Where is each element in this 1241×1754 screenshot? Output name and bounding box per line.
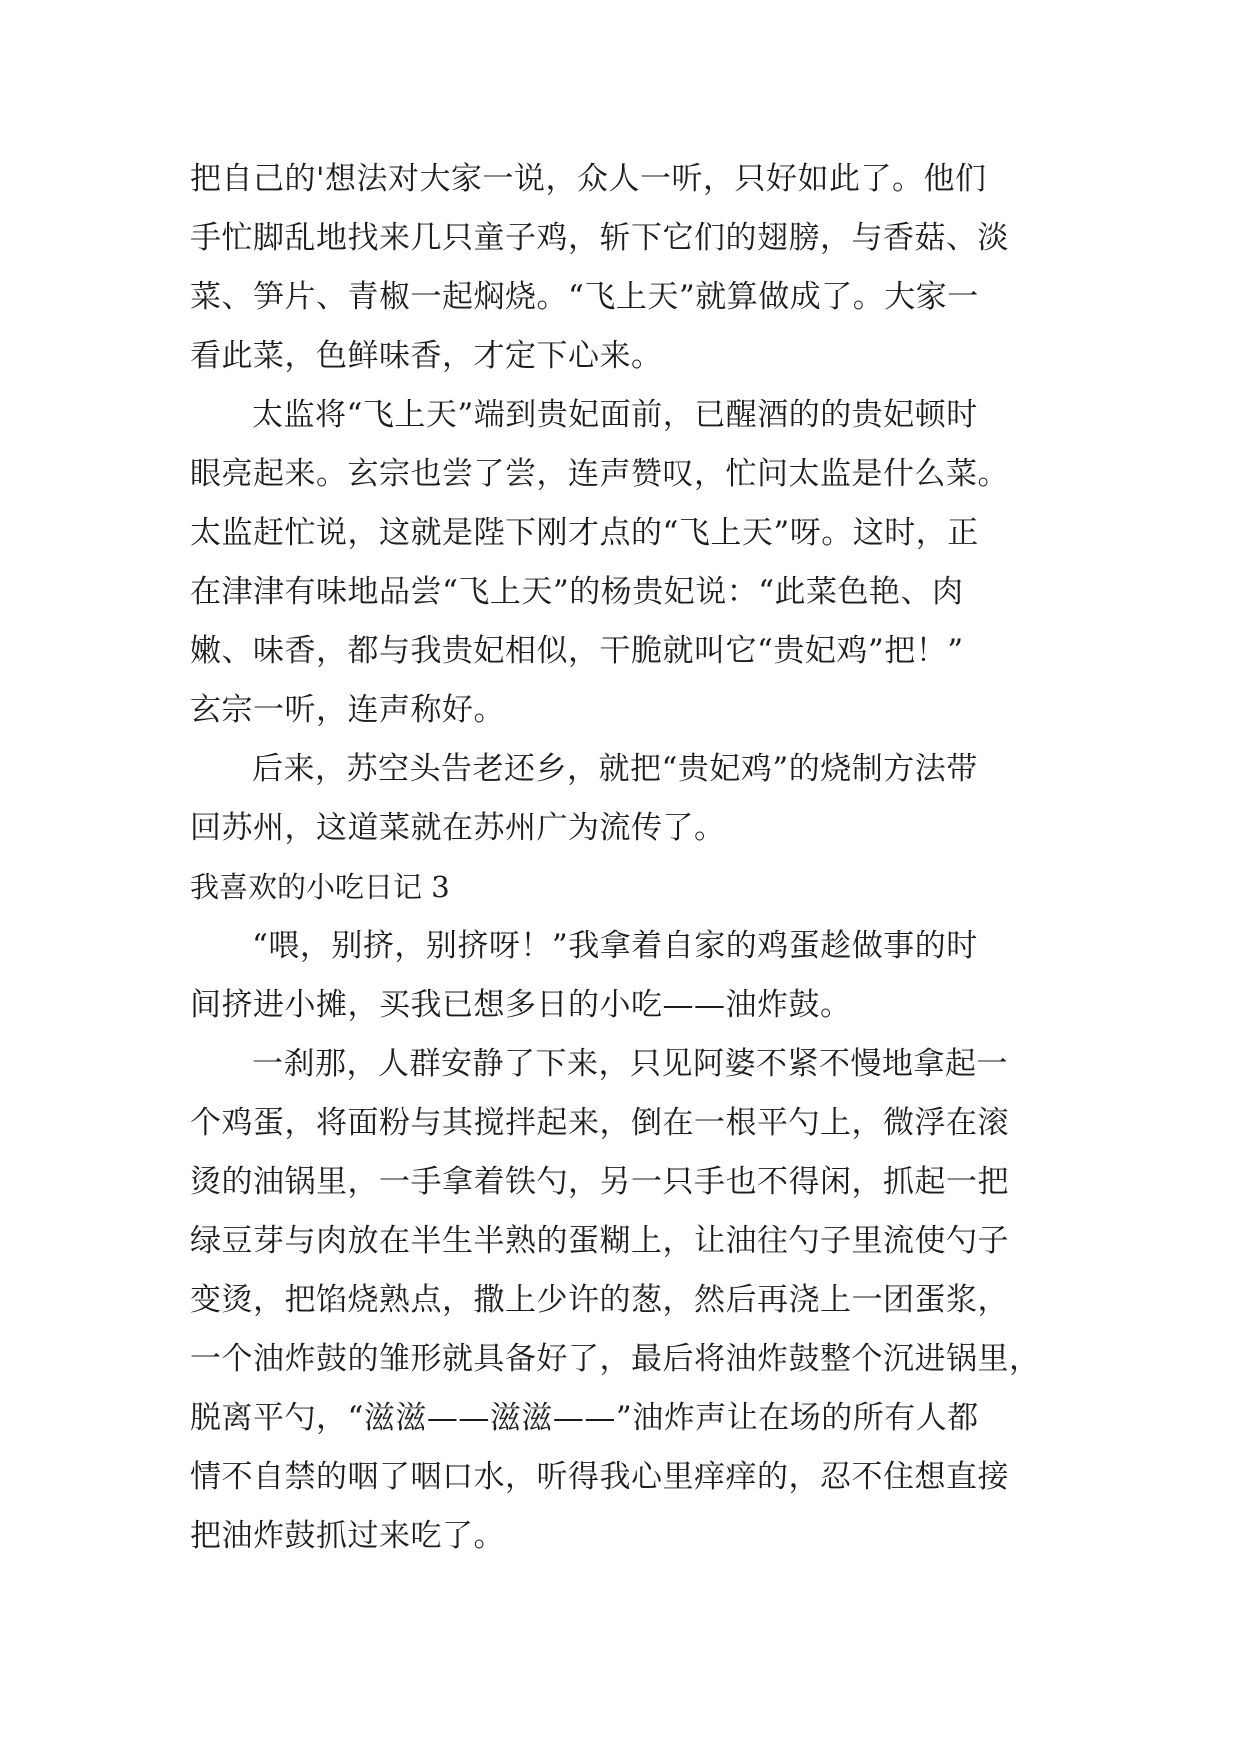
text-line: 看此菜，色鲜味香，才定下心来。 bbox=[190, 338, 663, 374]
text-line: 嫩、味香，都与我贵妃相似，干脆就叫它“贵妃鸡”把！” bbox=[190, 633, 964, 669]
text-line: 绿豆芽与肉放在半生半熟的蛋糊上，让油往勺子里流使勺子 bbox=[190, 1223, 1009, 1259]
text-line: 把油炸鼓抓过来吃了。 bbox=[190, 1518, 505, 1554]
text-line: 眼亮起来。玄宗也尝了尝，连声赞叹，忙问太监是什么菜。 bbox=[190, 456, 1009, 492]
text-line: 一个油炸鼓的雏形就具备好了，最后将油炸鼓整个沉进锅里， bbox=[190, 1341, 1041, 1377]
text-line: 在津津有味地品尝“飞上天”的杨贵妃说：“此菜色艳、肉 bbox=[190, 574, 964, 610]
text-line: 个鸡蛋，将面粉与其搅拌起来，倒在一根平勺上，微浮在滚 bbox=[190, 1105, 1009, 1141]
paragraph-start-line: 后来，苏空头告老还乡，就把“贵妃鸡”的烧制方法带 bbox=[252, 751, 978, 787]
paragraph-start-line: “喂，别挤，别挤呀！”我拿着自家的鸡蛋趁做事的时 bbox=[252, 928, 978, 964]
text-line: 脱离平勺，“滋滋——滋滋——”油炸声让在场的所有人都 bbox=[190, 1400, 979, 1436]
text-line: 变烫，把馅烧熟点，撒上少许的葱，然后再浇上一团蛋浆， bbox=[190, 1282, 1009, 1318]
text-line: 回苏州，这道菜就在苏州广为流传了。 bbox=[190, 810, 726, 846]
section-heading: 我喜欢的小吃日记 3 bbox=[190, 870, 450, 904]
text-line: 情不自禁的咽了咽口水，听得我心里痒痒的，忍不住想直接 bbox=[190, 1459, 1009, 1495]
text-line: 烫的油锅里，一手拿着铁勺，另一只手也不得闲，抓起一把 bbox=[190, 1164, 1009, 1200]
text-line: 间挤进小摊，买我已想多日的小吃——油炸鼓。 bbox=[190, 987, 852, 1023]
document-page bbox=[190, 150, 1060, 1566]
text-line: 手忙脚乱地找来几只童子鸡，斩下它们的翅膀，与香菇、淡 bbox=[190, 220, 1009, 256]
text-line: 把自己的'想法对大家一说，众人一听，只好如此了。他们 bbox=[190, 161, 987, 197]
text-line: 玄宗一听，连声称好。 bbox=[190, 692, 505, 728]
text-line: 菜、笋片、青椒一起焖烧。“飞上天”就算做成了。大家一 bbox=[190, 279, 979, 315]
text-line: 太监赶忙说，这就是陛下刚才点的“飞上天”呀。这时，正 bbox=[190, 515, 979, 551]
paragraph-start-line: 一刹那，人群安静了下来，只见阿婆不紧不慢地拿起一 bbox=[252, 1046, 1008, 1082]
paragraph-start-line: 太监将“飞上天”端到贵妃面前，已醒酒的的贵妃顿时 bbox=[252, 397, 978, 433]
